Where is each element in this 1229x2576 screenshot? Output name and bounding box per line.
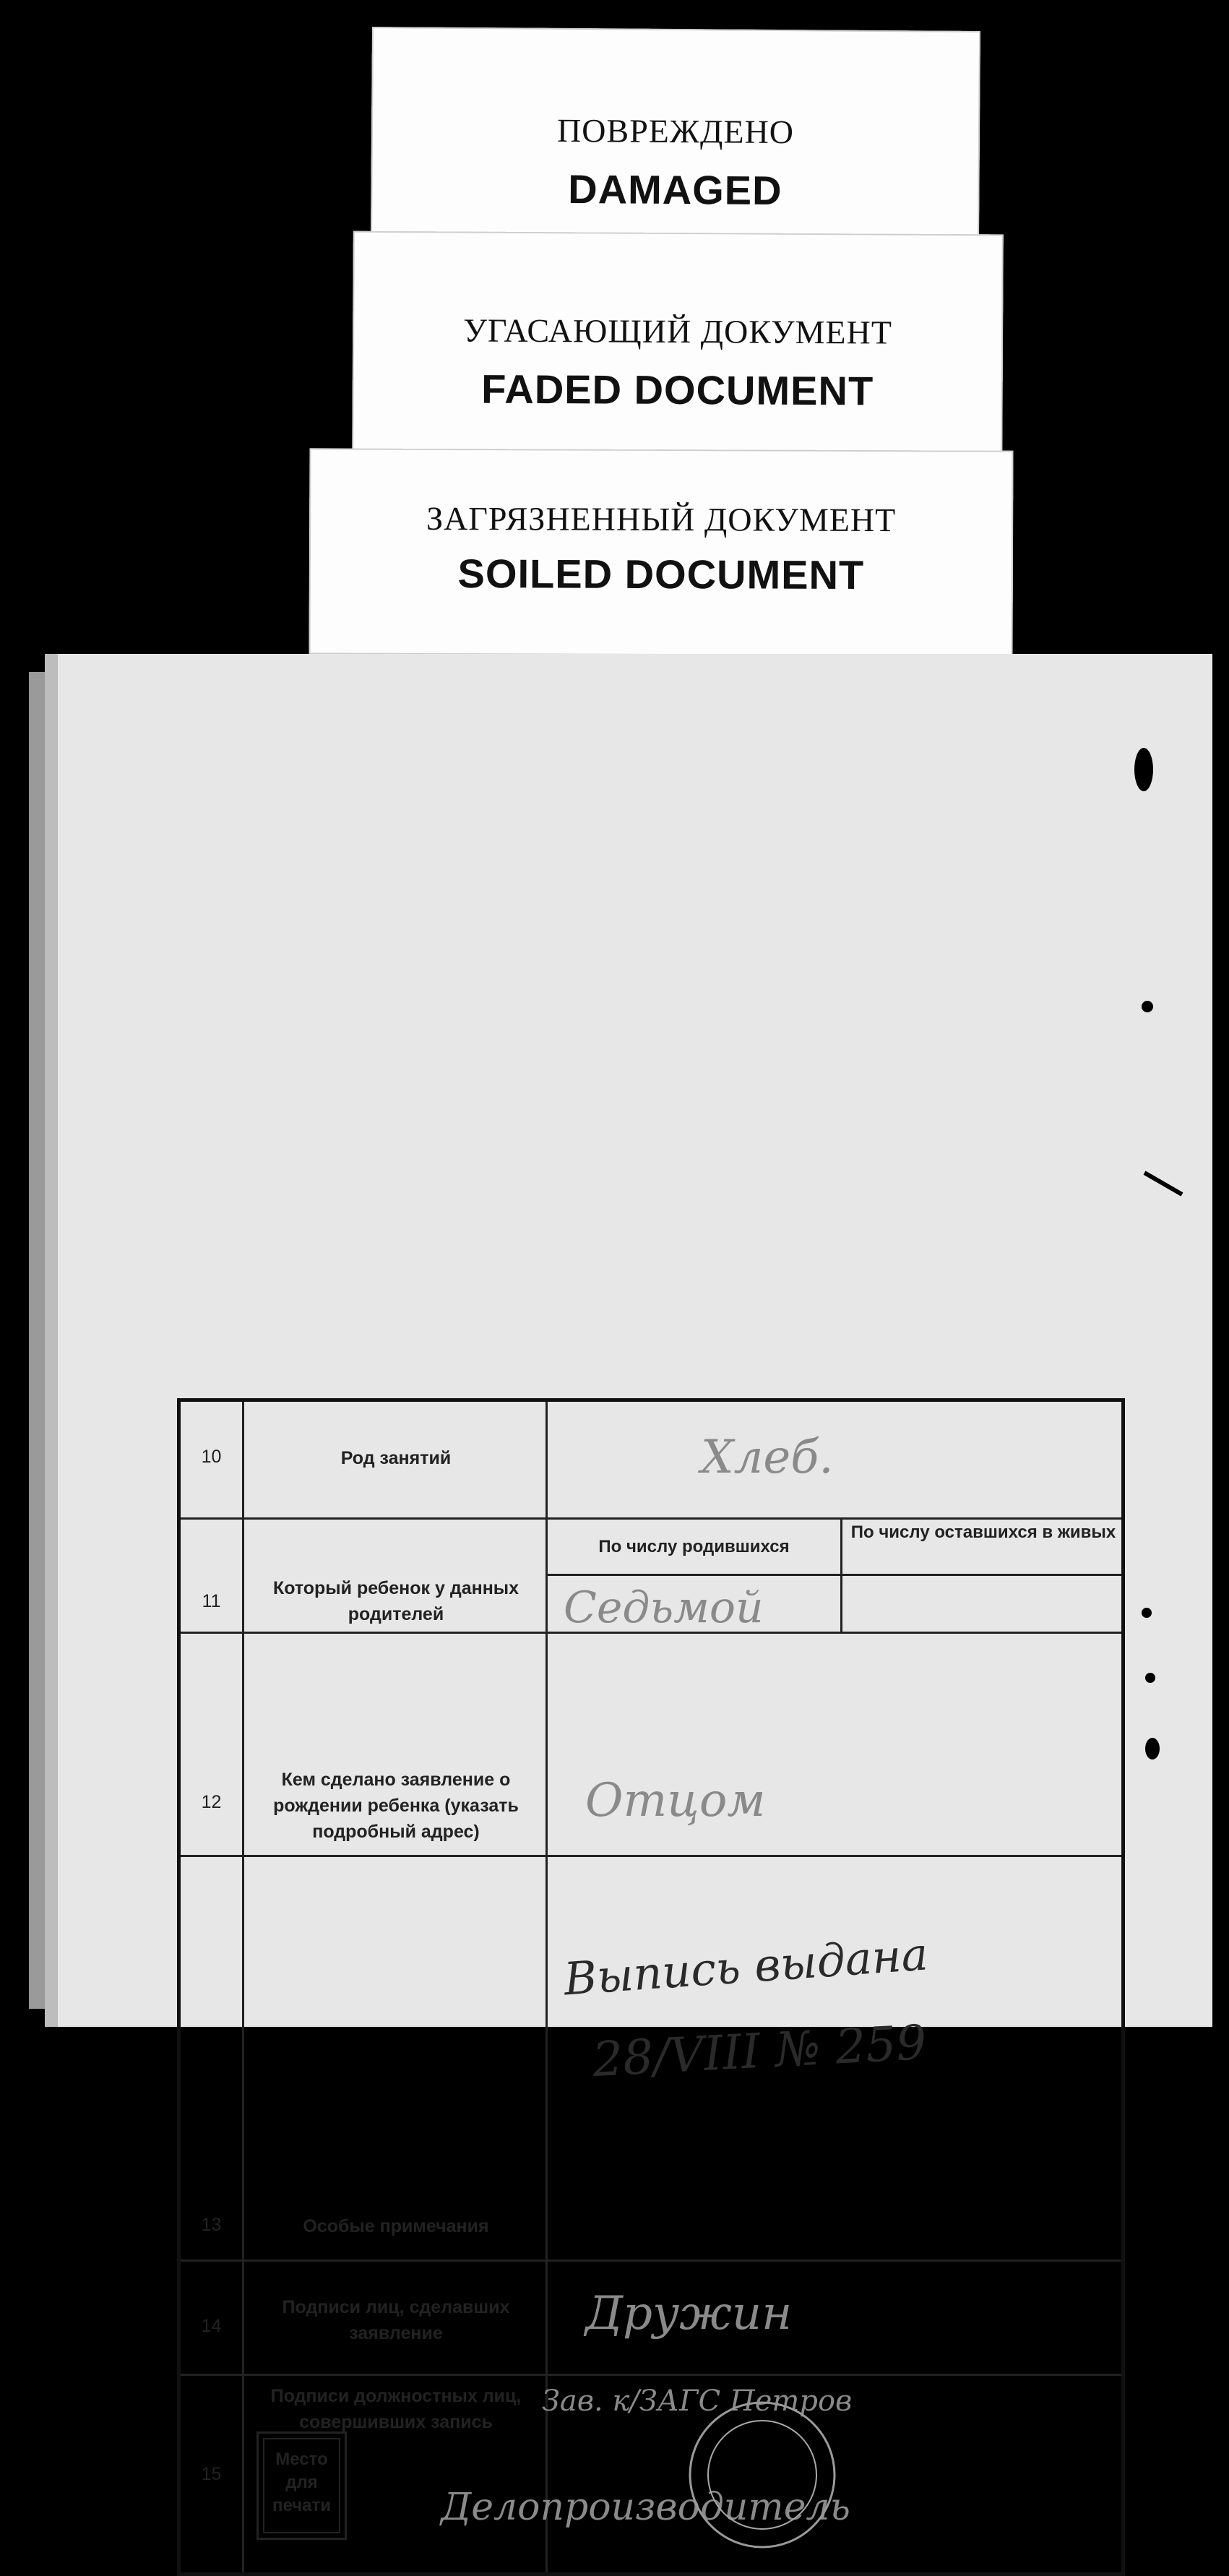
row-number: 11 [202, 1591, 221, 1611]
row-divider [181, 1855, 1121, 1857]
punch-hole [1142, 1608, 1152, 1618]
damaged-label [371, 27, 980, 241]
row-label: Подписи должностных лиц, совершивших запись [270, 2386, 522, 2432]
row-number: 13 [201, 2215, 222, 2235]
row-label: Кем сделано заявление о рождении ребенка (указать подробный адрес) [273, 1770, 519, 1842]
handwritten-value: Седьмой [564, 1582, 764, 1633]
row-divider [181, 2260, 1121, 2262]
official-stamp-image [679, 2392, 845, 2558]
row-number: 12 [201, 1792, 222, 1812]
punch-hole [1145, 1673, 1155, 1683]
damaged-label-en: DAMAGED [568, 165, 782, 214]
birth-record-form [177, 1398, 1125, 2576]
handwritten-value: Зав. к/ЗАГС Петров [542, 2385, 853, 2418]
handwritten-value: Отцом [585, 1774, 766, 1827]
row-label: Род занятий [340, 1448, 452, 1468]
document-sheet [45, 654, 1212, 2529]
row-divider [181, 2374, 1121, 2376]
faded-label-ru: УГАСАЮЩИЙ ДОКУМЕНТ [463, 311, 893, 351]
punch-hole [1134, 748, 1153, 791]
handwritten-value: 28/VIII № 259 [591, 2014, 928, 2088]
row-number: 14 [201, 2316, 222, 2336]
row-number: 10 [201, 1447, 222, 1467]
faded-label-en: FADED DOCUMENT [481, 366, 874, 414]
stamp-place-label: Место для печати [272, 2450, 332, 2515]
subheader-alive: По числу оставшихся в живых [850, 1522, 1116, 1542]
punch-hole [1142, 1001, 1153, 1012]
soiled-label-en: SOILED DOCUMENT [457, 551, 865, 598]
damaged-label-ru: ПОВРЕЖДЕНО [556, 111, 795, 151]
faded-label [352, 231, 1004, 466]
row-divider [545, 1574, 1121, 1576]
row-label: Особые примечания [303, 2216, 489, 2236]
handwritten-value: Хлеб. [701, 1431, 834, 1484]
soiled-label [309, 448, 1014, 656]
row-label: Подписи лиц, сделавших заявление [282, 2297, 510, 2343]
row-number: 15 [201, 2464, 222, 2484]
paper-tear [1144, 1171, 1183, 1196]
handwritten-value: Дружин [585, 2287, 793, 2340]
row-divider [181, 1517, 1121, 1520]
punch-hole [1145, 1738, 1160, 1759]
subheader-born: По числу родившихся [598, 1537, 790, 1556]
handwritten-value: Выпись выдана [562, 1927, 930, 2006]
soiled-label-ru: ЗАГРЯЗНЕННЫЙ ДОКУМЕНТ [426, 499, 897, 539]
stamp-place-box [256, 2431, 347, 2540]
handwritten-value: Делопроизводитель [441, 2486, 850, 2529]
row-label: Который ребенок у данных родителей [272, 1578, 519, 1624]
